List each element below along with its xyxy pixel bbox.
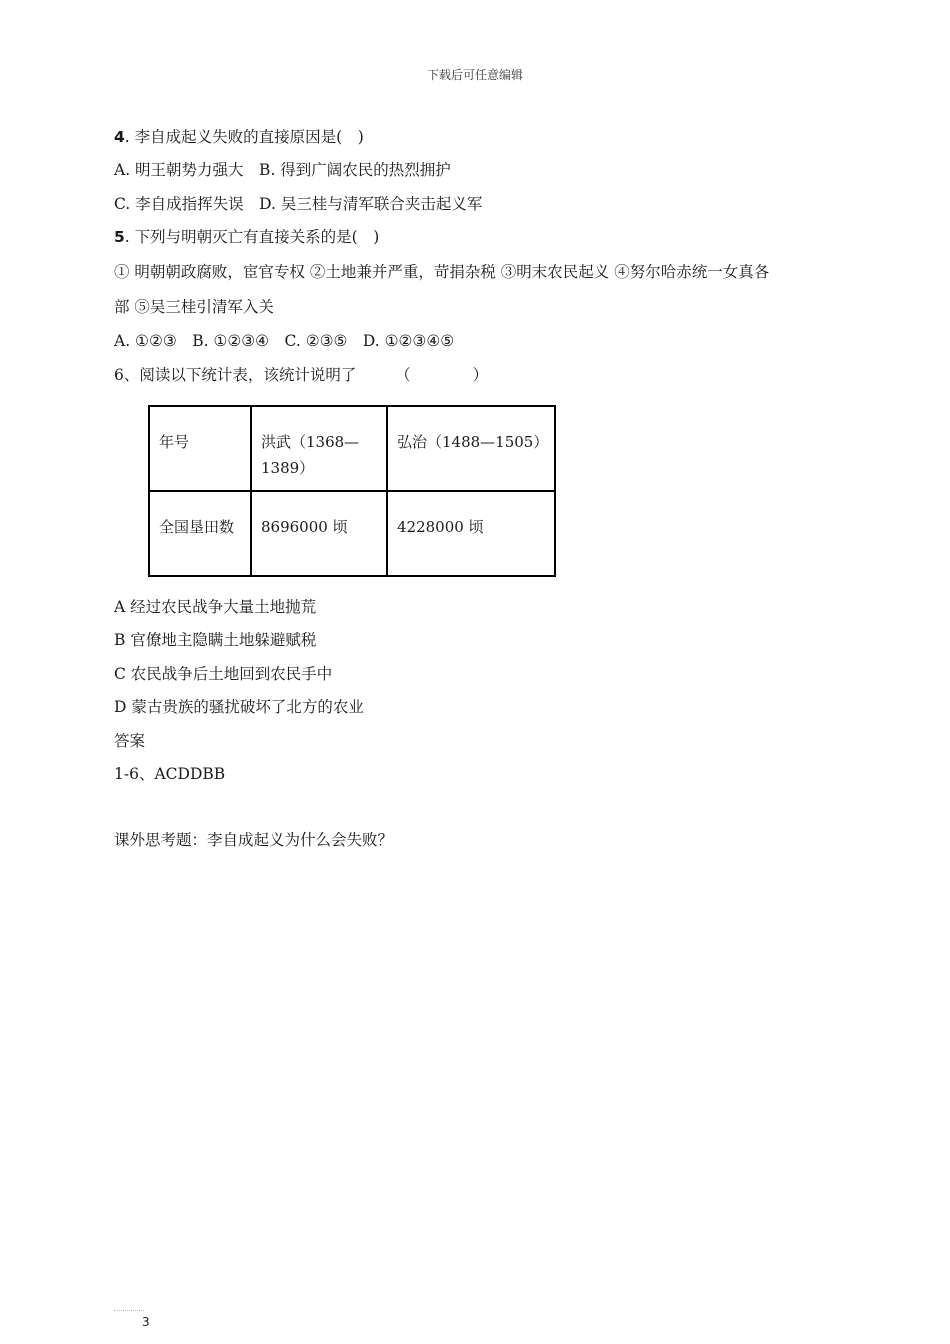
table-cell: 4228000 顷 — [387, 491, 555, 576]
question-4-number: 4 — [114, 128, 125, 146]
page-header: 下载后可任意编辑 — [426, 68, 523, 82]
question-6-stem: 6、阅读以下统计表，该统计说明了 （ ） — [114, 366, 489, 384]
question-4-options-cd: C. 李自成指挥失误 D. 吴三桂与清军联合夹击起义军 — [114, 195, 483, 213]
question-5-items-line2: 部 ⑤吴三桂引清军入关 — [114, 298, 274, 316]
question-5-options: A. ①②③ B. ①②③④ C. ②③⑤ D. ①②③④⑤ — [114, 332, 455, 350]
answer-label: 答案 — [114, 732, 146, 750]
table-row — [149, 406, 555, 491]
question-6-option-a: A 经过农民战争大量土地抛荒 — [114, 598, 317, 616]
answer-value: 1-6、ACDDBB — [114, 765, 226, 783]
table-row — [149, 491, 555, 576]
table-cell: 弘治（1488—1505） — [387, 406, 555, 491]
table-cell: 全国垦田数 — [149, 491, 251, 576]
question-5-items-line1: ① 明朝朝政腐败，宦官专权 ②土地兼并严重，苛捐杂税 ③明末农民起义 ④努尔哈赤统一女真各 — [114, 263, 770, 281]
table-cell: 8696000 顷 — [251, 491, 387, 576]
question-5-number: 5 — [114, 228, 125, 246]
table-cell: 洪武（1368—1389） — [251, 406, 387, 491]
question-6-option-c: C 农民战争后土地回到农民手中 — [114, 665, 333, 683]
question-6-option-b: B 官僚地主隐瞒土地躲避赋税 — [114, 631, 317, 649]
question-4-options-ab: A. 明王朝势力强大 B. 得到广阔农民的热烈拥护 — [114, 161, 451, 179]
question-5-text: . 下列与明朝灭亡有直接关系的是( ) — [124, 228, 380, 246]
statistics-table — [148, 405, 556, 577]
question-4-stem — [114, 127, 364, 147]
footer-rule — [114, 1310, 144, 1311]
question-5-stem — [114, 227, 379, 247]
table-cell: 年号 — [149, 406, 251, 491]
question-6-option-d: D 蒙古贵族的骚扰破坏了北方的农业 — [114, 698, 364, 716]
page-number: 3 — [142, 1315, 150, 1329]
extra-question: 课外思考题：李自成起义为什么会失败？ — [114, 831, 394, 849]
question-4-text: . 李自成起义失败的直接原因是( ) — [124, 128, 364, 146]
